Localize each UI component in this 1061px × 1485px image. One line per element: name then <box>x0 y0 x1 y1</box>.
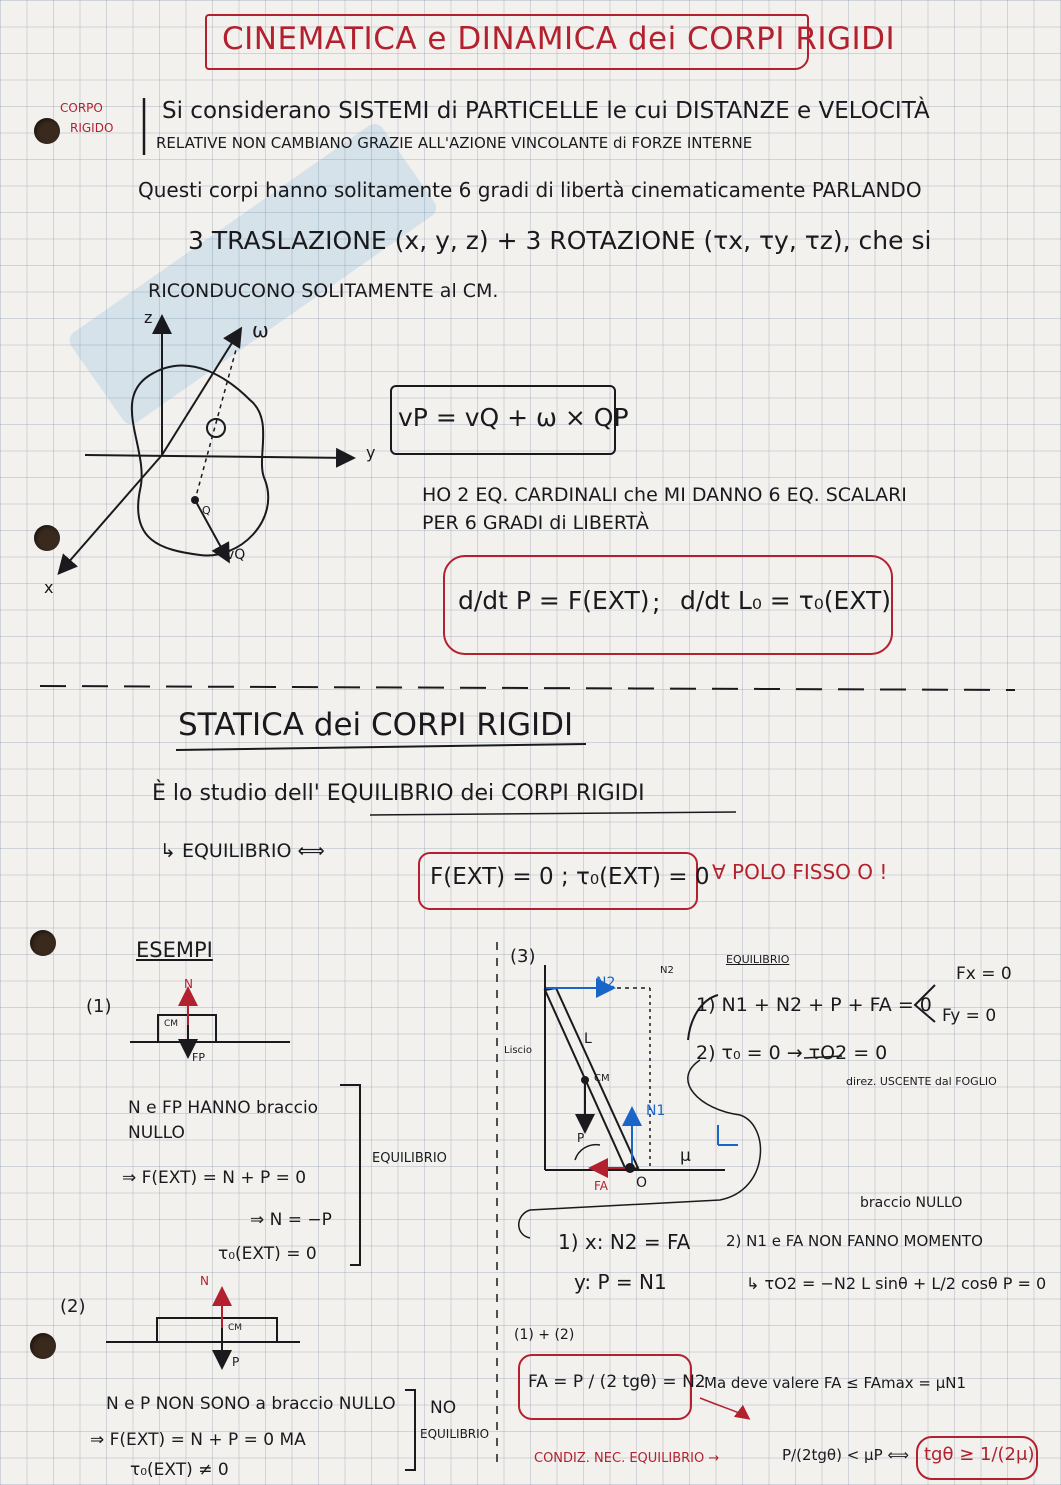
ex1-text2: NULLO <box>128 1123 185 1143</box>
ex3-n2-label: N2 <box>596 975 616 991</box>
ex3-n2-label-right: N2 <box>660 965 674 976</box>
cardinal-line2: PER 6 GRADI di LIBERTÀ <box>422 512 649 534</box>
ex2-p-label: P <box>232 1355 240 1369</box>
cardinal-eq2: d/dt L₀ = τ₀(EXT) <box>680 586 892 615</box>
ex2-number: (2) <box>60 1296 86 1317</box>
statics-line1: È lo studio dell' EQUILIBRIO dei CORPI RIGIDI <box>152 781 645 806</box>
ex1-text4: ⇒ N = −P <box>250 1210 332 1230</box>
ex1-text3: ⇒ F(EXT) = N + P = 0 <box>122 1168 307 1188</box>
ex1-text1: N e FP HANNO braccio <box>128 1098 319 1118</box>
ex3-result: FA = P / (2 tgθ) = N2 <box>528 1372 706 1392</box>
fixed-pole-note: ∀ POLO FISSO O ! <box>712 860 888 884</box>
side-note-line2: RIGIDO <box>70 121 114 135</box>
intro-line2: RELATIVE NON CAMBIANO GRAZIE ALL'AZIONE VINCOLANTE di FORZE INTERNE <box>156 134 753 152</box>
ex3-p-label: P <box>577 1131 585 1145</box>
ex2-text1: N e P NON SONO a braccio NULLO <box>106 1394 396 1414</box>
side-note-line1: CORPO <box>60 101 103 115</box>
ex3-r2b: ↳ τO2 = −N2 L sinθ + L/2 cosθ P = 0 <box>746 1274 1047 1293</box>
ex3-fa-label: FA <box>594 1179 609 1193</box>
ex3-fy: Fy = 0 <box>942 1006 997 1026</box>
ex3-fx: Fx = 0 <box>956 964 1012 984</box>
ex3-cond-expr: P/(2tgθ) < μP ⟺ <box>782 1446 909 1464</box>
ex1-n-label: N <box>184 977 193 991</box>
ex2-text3: τ₀(EXT) ≠ 0 <box>130 1460 229 1480</box>
ex3-liscio-label: Liscio <box>504 1045 532 1056</box>
cardinal-eq1: d/dt P = F(EXT) <box>458 586 650 615</box>
cardinal-separator: ; <box>652 588 661 617</box>
ex2-side1: NO <box>430 1398 457 1418</box>
ex3-n1-label: N1 <box>646 1103 666 1119</box>
ex3-eq1: 1) N1 + N2 + P + FA = 0 <box>696 994 932 1016</box>
ex1-text5: τ₀(EXT) = 0 <box>218 1244 317 1264</box>
cardinal-line1: HO 2 EQ. CARDINALI che MI DANNO 6 EQ. SCALARI <box>422 484 907 506</box>
ex3-l-label: L <box>584 1031 592 1047</box>
ex1-side-label: EQUILIBRIO <box>372 1151 447 1166</box>
ex3-cm-label: CM <box>594 1073 610 1084</box>
statics-title: STATICA dei CORPI RIGIDI <box>178 707 574 743</box>
x-label: x <box>44 578 54 597</box>
examples-heading: ESEMPI <box>136 938 213 962</box>
intro-line1: Si considerano SISTEMI di PARTICELLE le cui DISTANZE e VELOCITÀ <box>162 98 930 124</box>
vq-label: vQ <box>226 547 246 563</box>
ex3-braccio-note: braccio NULLO <box>860 1195 963 1211</box>
ex3-cond-label: CONDIZ. NEC. EQUILIBRIO → <box>534 1451 720 1466</box>
ex2-cm-label: CM <box>228 1323 243 1333</box>
statics-line2: ↳ EQUILIBRIO ⟺ <box>160 840 325 862</box>
ex3-combine: (1) + (2) <box>514 1327 575 1343</box>
page-title: CINEMATICA e DINAMICA dei CORPI RIGIDI <box>222 21 896 57</box>
ex3-must: Ma deve valere FA ≤ FAmax = μN1 <box>704 1374 967 1392</box>
ex2-side2: EQUILIBRIO <box>420 1427 490 1441</box>
velocity-formula: vP = vQ + ω × QP <box>398 403 629 432</box>
ex1-fp-label: FP <box>192 1051 205 1064</box>
intro-line4: 3 TRASLAZIONE (x, y, z) + 3 ROTAZIONE (τx, τy, τz), che si <box>188 226 932 255</box>
ex1-cm-label: CM <box>164 1019 179 1029</box>
ex3-cond-result: tgθ ≥ 1/(2μ) <box>924 1444 1035 1465</box>
intro-line3: Questi corpi hanno solitamente 6 gradi di libertà cinematicamente PARLANDO <box>138 178 922 202</box>
ex3-r1a: 1) x: N2 = FA <box>558 1230 691 1254</box>
ex2-n-label: N <box>200 1274 209 1288</box>
ex3-eq2: 2) τ₀ = 0 → τO2 = 0 <box>696 1042 888 1064</box>
ex3-r1b: y: P = N1 <box>574 1270 667 1294</box>
ex3-mu-label: μ <box>680 1146 691 1166</box>
ex3-r2a: 2) N1 e FA NON FANNO MOMENTO <box>726 1232 983 1250</box>
ex1-number: (1) <box>86 996 112 1017</box>
ex2-text2: ⇒ F(EXT) = N + P = 0 MA <box>90 1430 306 1450</box>
ex3-o-label: O <box>636 1175 648 1191</box>
intro-line5: RICONDUCONO SOLITAMENTE al CM. <box>148 280 499 302</box>
equilibrium-condition: F(EXT) = 0 ; τ₀(EXT) = 0 <box>430 864 710 890</box>
ex3-note: direz. USCENTE dal FOGLIO <box>846 1075 997 1088</box>
y-label: y <box>366 443 376 462</box>
q-label: Q <box>202 504 211 517</box>
z-label: z <box>144 308 153 327</box>
omega-label: ω <box>252 318 269 342</box>
ex3-number: (3) <box>510 946 536 967</box>
ex3-equilibrio-label: EQUILIBRIO <box>726 953 790 966</box>
